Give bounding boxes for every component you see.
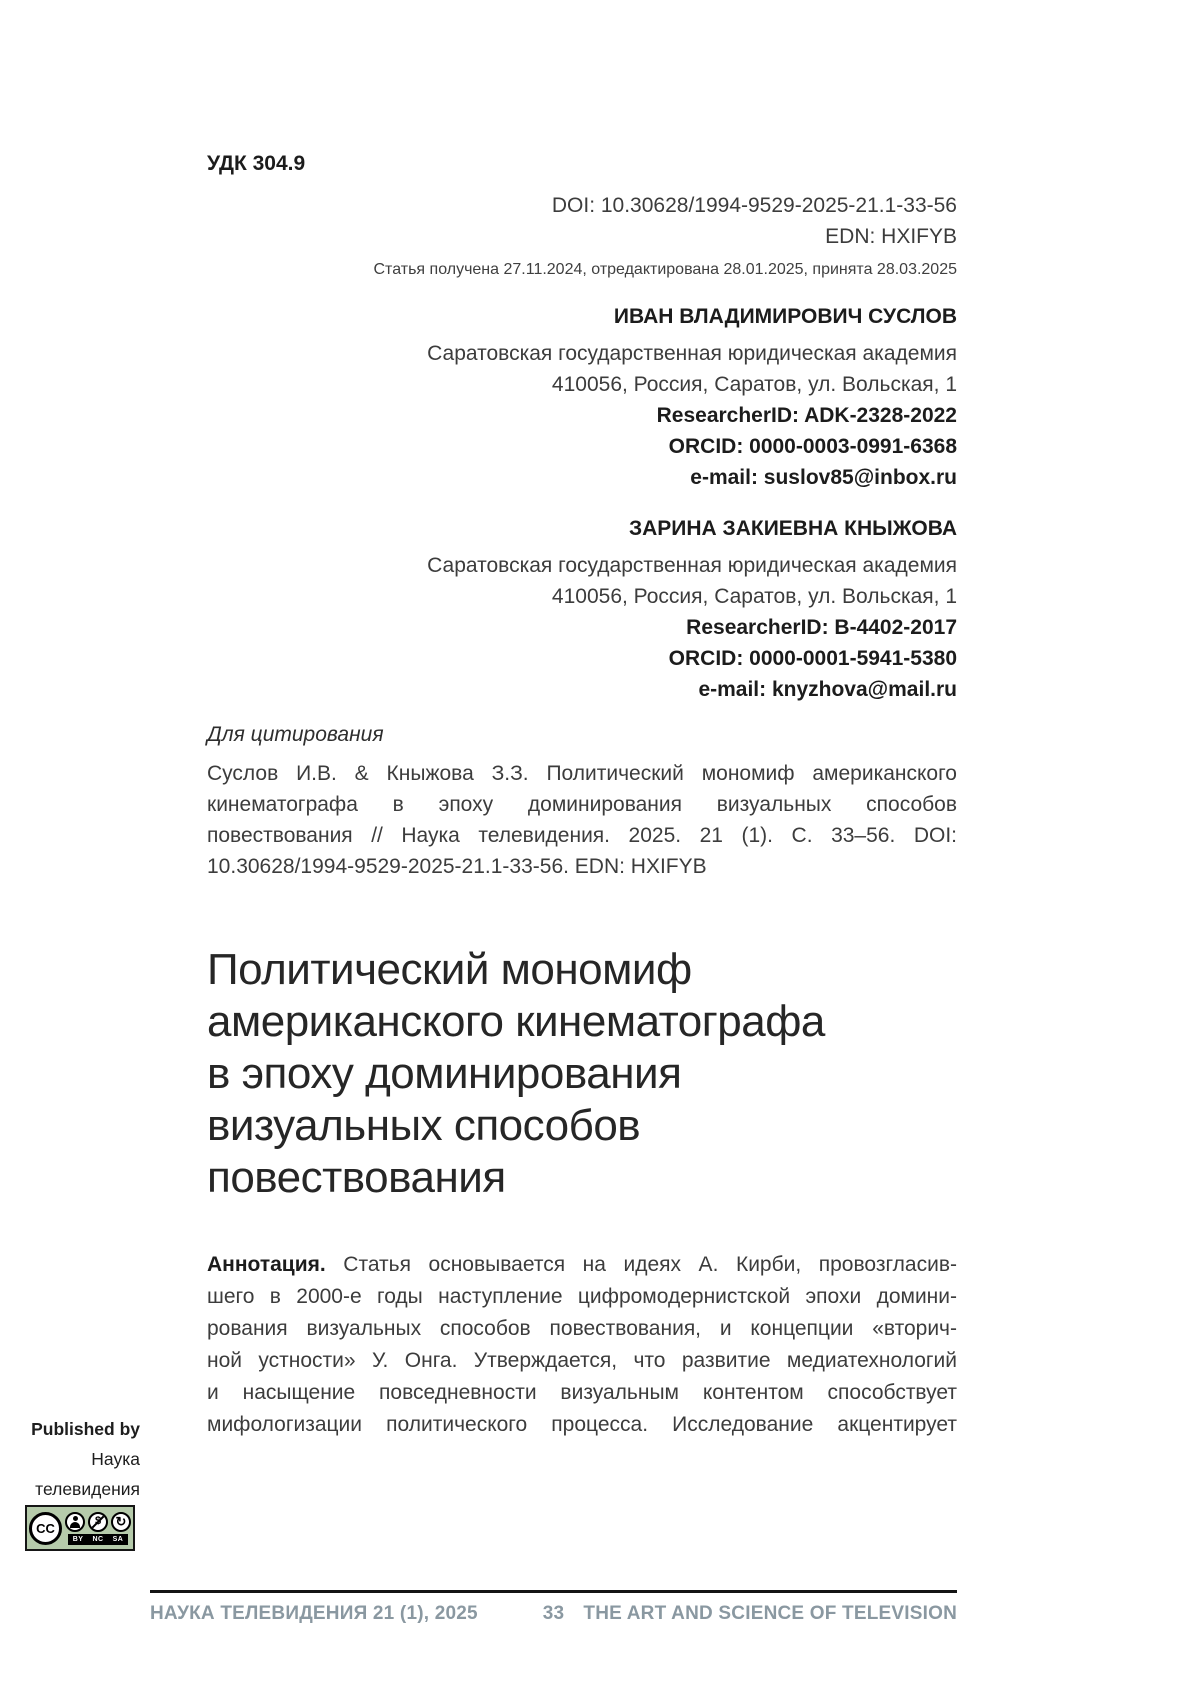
author-name: ЗАРИНА ЗАКИЕВНА КНЫЖОВА	[628, 517, 957, 540]
citation-label: Для цитирования	[207, 723, 384, 746]
publisher-name-line2: телевидения	[35, 1479, 140, 1499]
author-researcher-id: ResearcherID: B-4402-2017	[686, 616, 957, 639]
cc-badge-right	[63, 1512, 133, 1545]
footer-rule	[150, 1590, 957, 1593]
citation-line: 10.30628/1994-9529-2025-21.1-33-56. EDN: HXIFYB	[207, 855, 707, 878]
abstract-line: рования визуальных способов повествования, и концепции «вторич-	[207, 1317, 957, 1340]
title-line: повествования	[207, 1153, 506, 1202]
author-address: 410056, Россия, Саратов, ул. Вольская, 1	[551, 373, 957, 396]
author-researcher-id: ResearcherID: ADK-2328-2022	[656, 404, 957, 427]
footer	[150, 1603, 957, 1625]
article-title	[207, 944, 957, 1204]
author-email: e-mail: knyzhova@mail.ru	[698, 678, 957, 701]
cc-badge-icons	[65, 1512, 131, 1532]
nc-dollar-icon	[88, 1512, 108, 1532]
license-labels	[68, 1534, 129, 1545]
author-address: 410056, Россия, Саратов, ул. Вольская, 1	[551, 585, 957, 608]
cc-license-badge	[25, 1505, 135, 1551]
publisher-note	[22, 1414, 140, 1504]
author-orcid: ORCID: 0000-0001-5941-5380	[668, 647, 957, 670]
udc-code: УДК 304.9	[207, 152, 306, 175]
received-dates: Статья получена 27.11.2024, отредактирована 28.01.2025, принята 28.03.2025	[373, 261, 957, 278]
abstract-line-text: Статья основывается на идеях А. Кирби, провозгласив-	[343, 1253, 957, 1276]
footer-page-number: 33	[542, 1603, 565, 1624]
title-line: в эпоху доминирования	[207, 1049, 682, 1098]
author-block-2	[207, 513, 957, 705]
abstract-line: ной устности» У. Онга. Утверждается, что развитие медиатехнологий	[207, 1349, 957, 1372]
article-meta	[207, 190, 957, 281]
abstract-line: шего в 2000-е годы наступление цифромодернистской эпохи домини-	[207, 1285, 957, 1308]
citation-line: Суслов И.В. & Кныжова З.З. Политический мономиф американского	[207, 762, 957, 785]
published-by-label: Published by	[31, 1419, 140, 1439]
abstract-line	[207, 1249, 957, 1281]
edn-line: EDN: HXIFYB	[825, 225, 957, 248]
title-line: американского кинематографа	[207, 997, 825, 1046]
sa-arrow-icon: ↻	[111, 1512, 131, 1532]
footer-journal-ru: НАУКА ТЕЛЕВИДЕНИЯ 21 (1), 2025	[150, 1603, 478, 1624]
abstract-line: и насыщение повседневности визуальным контентом способствует	[207, 1381, 957, 1404]
citation-line: кинематографа в эпоху доминирования визуальных способов	[207, 793, 957, 816]
author-name: ИВАН ВЛАДИМИРОВИЧ СУСЛОВ	[613, 305, 957, 328]
abstract-line: мифологизации политического процесса. Исследование акцентирует	[207, 1413, 957, 1436]
citation-text	[207, 758, 957, 882]
footer-journal-en: THE ART AND SCIENCE OF TELEVISION	[583, 1603, 957, 1624]
abstract-label: Аннотация.	[207, 1253, 326, 1276]
title-line: визуальных способов	[207, 1101, 641, 1150]
cc-icon: CC	[29, 1512, 62, 1545]
author-email: e-mail: suslov85@inbox.ru	[690, 466, 957, 489]
author-affiliation: Саратовская государственная юридическая академия	[427, 554, 957, 577]
by-person-icon	[65, 1512, 85, 1532]
abstract	[207, 1249, 957, 1441]
article-first-page	[207, 148, 957, 1441]
author-block-1	[207, 301, 957, 493]
doi-line: DOI: 10.30628/1994-9529-2025-21.1-33-56	[551, 194, 957, 217]
author-affiliation: Саратовская государственная юридическая академия	[427, 342, 957, 365]
license-label-by: BY	[72, 1535, 84, 1543]
author-orcid: ORCID: 0000-0003-0991-6368	[668, 435, 957, 458]
title-line: Политический мономиф	[207, 945, 692, 994]
publisher-name-line1: Наука	[91, 1449, 140, 1469]
license-label-sa: SA	[112, 1535, 124, 1543]
citation-line: повествования // Наука телевидения. 2025. 21 (1). С. 33–56. DOI:	[207, 824, 957, 847]
license-label-nc: NC	[92, 1535, 104, 1543]
